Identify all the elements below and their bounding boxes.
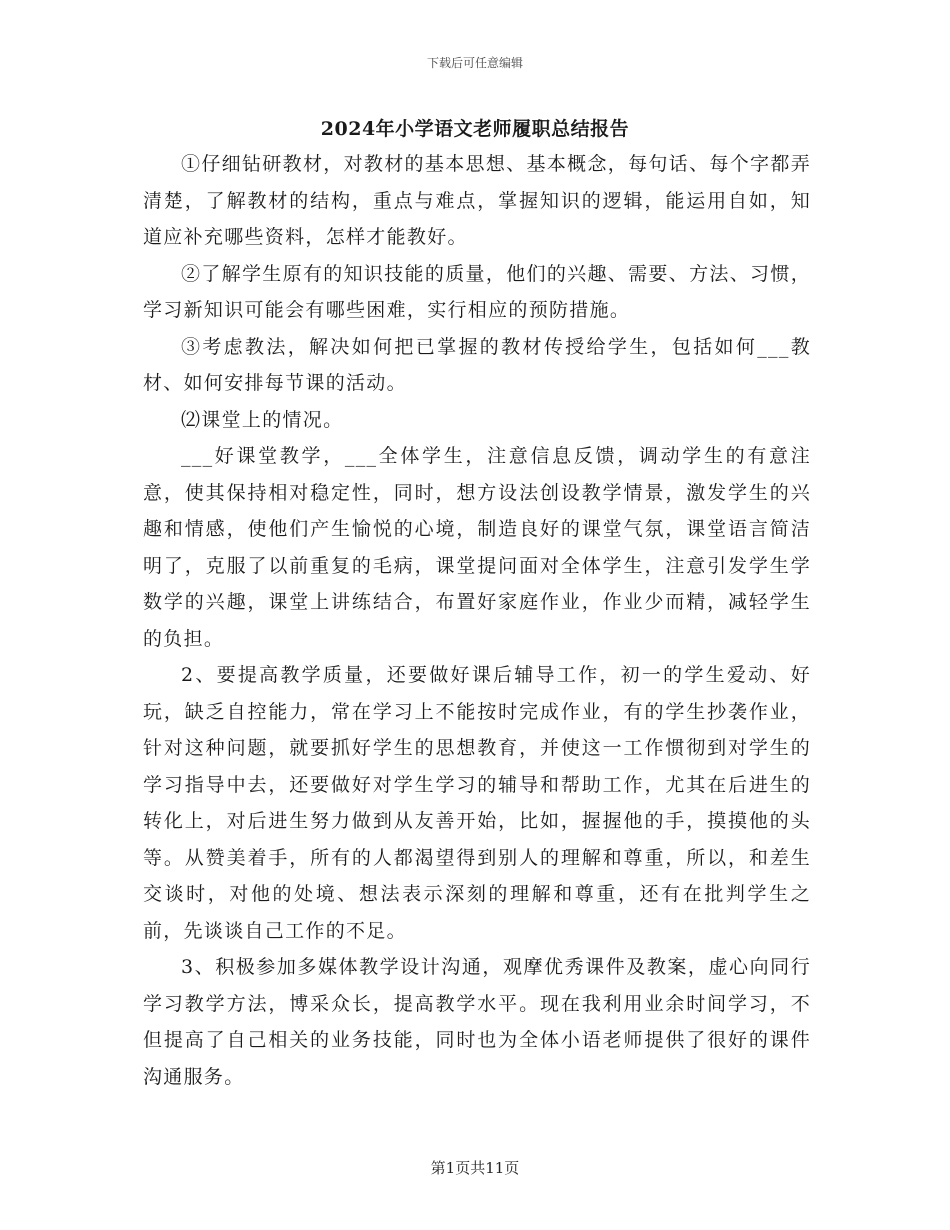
header-note: 下载后可任意编辑 xyxy=(426,56,523,70)
paragraph-1: ①仔细钻研教材，对教材的基本思想、基本概念，每句话、每个字都弄清楚，了解教材的结构，重点与难点，掌握知识的逻辑，能运用自如，知道应补充哪些资料，怎样才能教好。 xyxy=(143,153,811,248)
document-title: 2024年小学语文老师履职总结报告 xyxy=(320,118,630,140)
paragraph-4: ⑵课堂上的情况。 xyxy=(181,408,344,431)
paragraph-3: ③考虑教法，解决如何把已掌握的教材传授给学生，包括如何___教材、如何安排每节课的活动。 xyxy=(143,335,811,394)
paragraph-6: 2、要提高教学质量，还要做好课后辅导工作，初一的学生爱动、好玩，缺乏自控能力，常在学习上不能按时完成作业，有的学生抄袭作业，针对这种问题，就要抓好学生的思想教育，并使这一工作惯彻到对学生的学习指导中去，还要做好对学生学习的辅导和帮助工作，尤其在后进生的转化上，对后进生努力做到从友善开始，比如，握握他的手，摸摸他的头等。从赞美着手，所有的人都渴望得到别人的理解和尊重，所以，和差生交谈时，对他的处境、想法表示深刻的理解和尊重，还有在批判学生之前，先谈谈自己工作的不足。 xyxy=(143,664,811,942)
page-number-footer: 第1页共11页 xyxy=(430,1159,520,1177)
paragraph-7: 3、积极参加多媒体教学设计沟通，观摩优秀课件及教案，虚心向同行学习教学方法，博采众长，提高教学水平。现在我利用业余时间学习，不但提高了自己相关的业务技能，同时也为全体小语老师提供了很好的课件沟通服务。 xyxy=(143,956,811,1088)
paragraph-2: ②了解学生原有的知识技能的质量，他们的兴趣、需要、方法、习惯，学习新知识可能会有哪些困难，实行相应的预防措施。 xyxy=(143,262,811,321)
document-body xyxy=(143,146,811,1095)
paragraph-5: ___好课堂教学，___全体学生，注意信息反馈，调动学生的有意注意，使其保持相对稳定性，同时，想方设法创设教学情景，激发学生的兴趣和情感，使他们产生愉悦的心境，制造良好的课堂气氛，课堂语言简洁明了，克服了以前重复的毛病，课堂提问面对全体学生，注意引发学生学数学的兴趣，课堂上讲练结合，布置好家庭作业，作业少而精，减轻学生的负担。 xyxy=(143,445,811,650)
